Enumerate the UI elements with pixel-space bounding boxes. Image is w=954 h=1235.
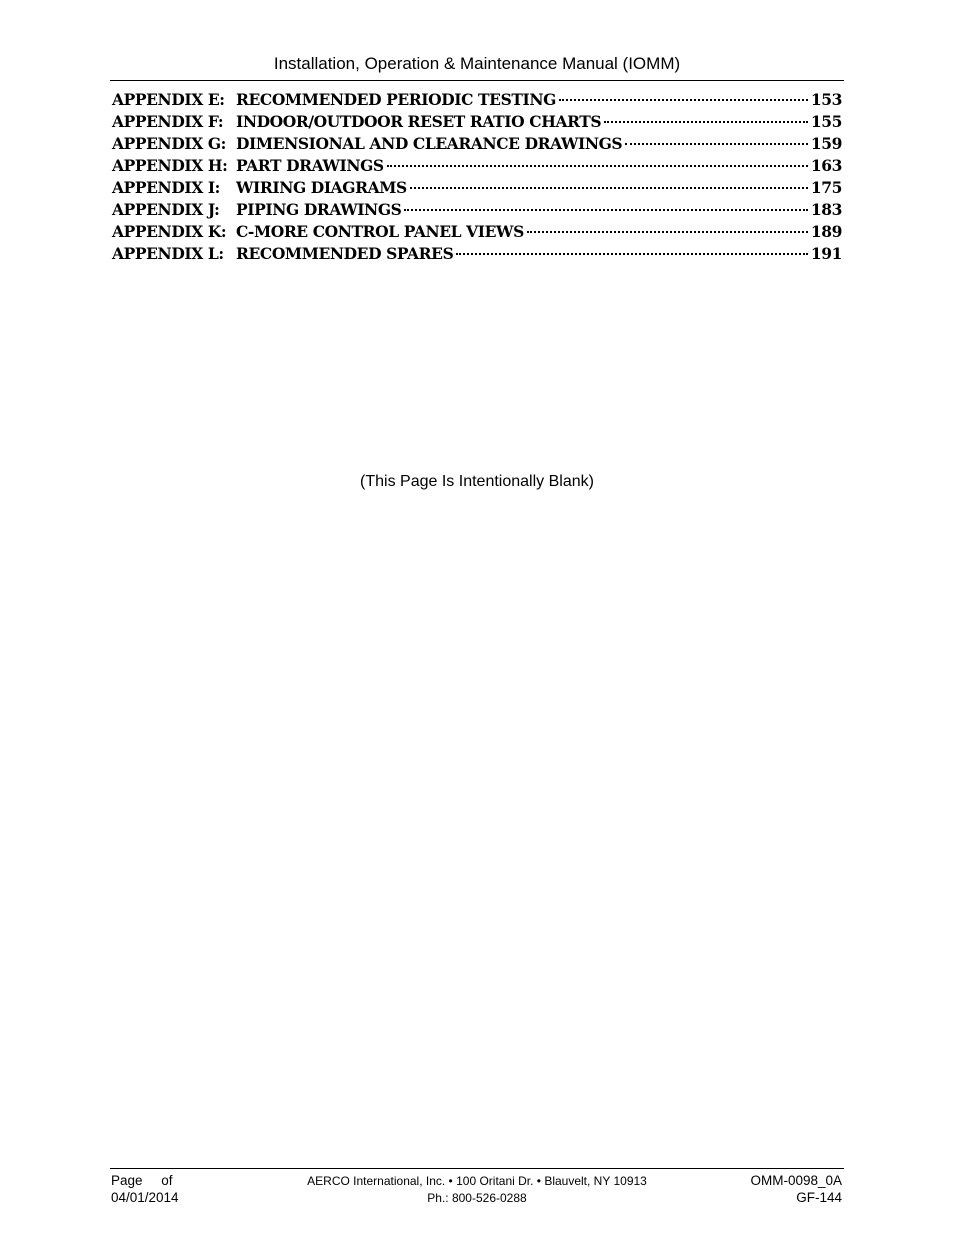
toc-entry-title: PIPING DRAWINGS: [236, 200, 402, 219]
toc-entry[interactable]: [112, 221, 842, 243]
footer-phone-line: Ph.: 800-526-0288: [427, 1191, 527, 1205]
toc-entry-title: DIMENSIONAL AND CLEARANCE DRAWINGS: [236, 134, 623, 153]
toc-entry[interactable]: [112, 177, 842, 199]
toc-dot-leader: [387, 165, 808, 167]
intentionally-blank-note: (This Page Is Intentionally Blank): [360, 473, 594, 490]
footer-doc-number: OMM-0098_0A: [750, 1173, 842, 1188]
toc-dot-leader: [410, 187, 808, 189]
toc-dot-leader: [456, 253, 807, 255]
toc-entry-title: WIRING DIAGRAMS: [236, 178, 407, 197]
toc-entry-page: 163: [810, 156, 842, 175]
footer-company-line: AERCO International, Inc. • 100 Oritani Dr. • Blauvelt, NY 10913: [307, 1174, 647, 1188]
toc-entry-label: APPENDIX I:: [112, 178, 221, 197]
toc-entry-title: PART DRAWINGS: [236, 156, 384, 175]
toc-entry-title: RECOMMENDED SPARES: [236, 244, 454, 263]
footer-page-label: Page: [111, 1173, 143, 1188]
toc-entry[interactable]: [112, 243, 842, 265]
toc-entry-label: APPENDIX G:: [112, 134, 226, 153]
header-divider: [110, 80, 844, 81]
footer-page-line: [111, 1172, 179, 1189]
toc-dot-leader: [559, 99, 808, 101]
footer-date: 04/01/2014: [111, 1190, 179, 1205]
toc-entry-page: 191: [810, 244, 842, 263]
footer-left: [111, 1172, 179, 1206]
toc-entry-label: APPENDIX J:: [112, 200, 220, 219]
footer-divider: [110, 1168, 844, 1169]
toc-entry-title: C-MORE CONTROL PANEL VIEWS: [236, 222, 524, 241]
toc-entry[interactable]: [112, 199, 842, 221]
footer-of-label: of: [161, 1173, 173, 1188]
table-of-contents: [112, 89, 842, 265]
toc-entry-page: 159: [810, 134, 842, 153]
toc-entry[interactable]: [112, 111, 842, 133]
toc-entry-label: APPENDIX F:: [112, 112, 224, 131]
footer-form-number: GF-144: [796, 1190, 842, 1205]
toc-dot-leader: [604, 121, 808, 123]
toc-entry-title: INDOOR/OUTDOOR RESET RATIO CHARTS: [236, 112, 602, 131]
header-title: Installation, Operation & Maintenance Manual (IOMM): [273, 54, 681, 73]
toc-entry[interactable]: [112, 133, 842, 155]
toc-entry-label: APPENDIX K:: [112, 222, 227, 241]
toc-entry[interactable]: [112, 89, 842, 111]
toc-entry-page: 175: [810, 178, 842, 197]
toc-dot-leader: [625, 143, 808, 145]
toc-entry-page: 183: [810, 200, 842, 219]
toc-entry-page: 153: [810, 90, 842, 109]
toc-entry-label: APPENDIX L:: [112, 244, 224, 263]
toc-entry-title: RECOMMENDED PERIODIC TESTING: [236, 90, 556, 109]
toc-entry[interactable]: [112, 155, 842, 177]
toc-entry-page: 155: [810, 112, 842, 131]
toc-dot-leader: [527, 231, 808, 233]
toc-dot-leader: [404, 209, 807, 211]
footer-center: [277, 1173, 677, 1207]
toc-entry-page: 189: [810, 222, 842, 241]
toc-entry-label: APPENDIX H:: [112, 156, 228, 175]
footer-right: [750, 1172, 842, 1206]
toc-entry-label: APPENDIX E:: [112, 90, 225, 109]
